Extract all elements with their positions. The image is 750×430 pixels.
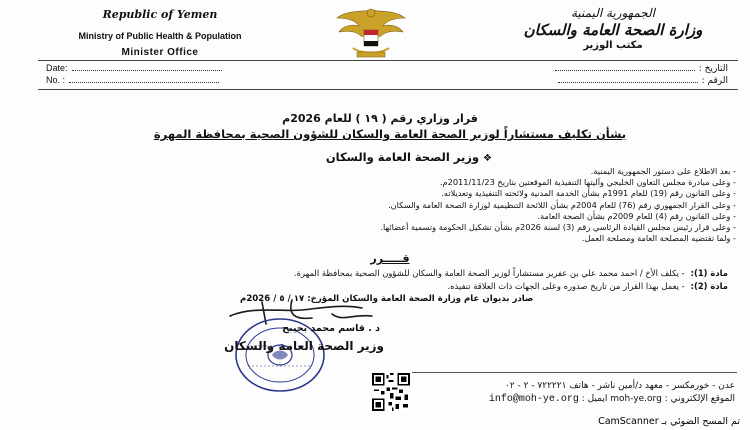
no-dots <box>69 75 219 83</box>
footer-rule <box>412 372 737 373</box>
ar-office: مكتب الوزير <box>583 40 643 51</box>
fields-rule <box>38 89 738 90</box>
date-label: Date: <box>46 63 68 73</box>
consideration-item: - وعلى قرار رئيس مجلس القيادة الرئاسي رقم (3) لسنة 2026م بشأن تشكيل الحكومة وتسمية أعضائها. <box>380 222 736 233</box>
article-1-label: مادة (1): <box>690 268 728 278</box>
article-1-text: - يكلف الأخ / احمد محمد علي بن عفرير مستشاراً لوزير الصحة العامة والسكان للشؤون الصحية بمحافظة المهرة. <box>293 268 685 278</box>
ar-ref-label: الرقم : <box>701 76 728 86</box>
header-rule <box>38 60 738 61</box>
consideration-item: - بعد الاطلاع على دستور الجمهورية اليمنية. <box>590 166 736 176</box>
ar-date-field <box>555 63 728 74</box>
article-2-text: - يعمل بهذا القرار من تاريخ صدوره وعلى الجهات ذات العلاقة تنفيذه. <box>447 281 685 291</box>
footer-website: الموقع الإلكتروني : moh-ye.org ايميل : <box>581 393 735 404</box>
camscanner-watermark: تم المسح الضوئي بـ CamScanner <box>598 416 740 427</box>
en-ministry: Ministry of Public Health & Population <box>78 31 242 41</box>
signer-title: وزير الصحة العامة والسكان <box>224 339 384 353</box>
header-english <box>40 8 280 58</box>
ar-date-dots <box>555 63 695 71</box>
ar-ref-dots <box>558 75 698 83</box>
ar-republic: الجمهورية اليمنية <box>570 6 655 20</box>
date-dots <box>72 63 222 71</box>
decision-subject: بشأن تكليف مستشاراً لوزير الصحة العامة والسكان للشؤون الصحية بمحافظة المهرة <box>153 127 627 141</box>
date-field <box>46 63 222 73</box>
footer-contact <box>420 380 735 406</box>
consideration-item: - وعلى القرار الجمهوري رقم (76) للعام 2004م بشأن اللائحة التنظيمية لوزارة الصحة العامة والسكان. <box>388 199 736 210</box>
footer-web-line <box>420 393 735 407</box>
footer-email: info@moh-ye.org <box>488 393 579 405</box>
ar-date-label: التاريخ : <box>698 64 728 74</box>
en-office: Minister Office <box>121 47 199 58</box>
article-2-label: مادة (2): <box>690 281 728 291</box>
no-label: No. : <box>46 75 66 85</box>
issuer-heading <box>326 150 492 164</box>
decision-title: قرار وزاري رقم ( ١٩ ) للعام 2026م <box>282 112 478 125</box>
consideration-item: - وعلى القانون رقم (4) للعام 2009م بشأن الصحة العامة. <box>537 210 736 221</box>
qr-code <box>372 373 410 411</box>
issuer-text: وزير الصحة العامة والسكان <box>325 150 480 164</box>
en-republic: Republic of Yemen <box>102 8 218 21</box>
article-2 <box>447 281 728 291</box>
ar-ministry: وزارة الصحة العامة والسكان <box>523 21 703 39</box>
diamond-bullet-icon: ❖ <box>483 153 492 164</box>
ar-ref-field <box>558 75 728 86</box>
signer-name: د . قاسم محمد بحيبح <box>282 323 380 334</box>
consideration-item: - وعلى القانون رقم (19) للعام 1991م بشأن الخدمة المدنية ولائحته التنفيذية وتعديلاته. <box>441 188 736 199</box>
header-arabic <box>498 6 728 51</box>
no-field <box>46 75 219 85</box>
consideration-item: - وعلى مبادرة مجلس التعاون الخليجي وآليتها التنفيذية الموقعتين بتاريخ 2011/11/23م. <box>439 177 736 188</box>
footer-address: عدن - خورمكسر - معهد د/أمين ناشر - هاتف ٧٢٢٢٢١ - ٢ - ٠٢ <box>504 381 735 391</box>
issued-at-line: صادر بديوان عام وزارة الصحة العامة والسكان المؤرخ: ١٧ / ٥ / 2026م <box>240 294 534 304</box>
considerations-list <box>86 166 736 244</box>
consideration-item: - ولما تقتضيه المصلحة العامة ومصلحة العمل. <box>581 233 736 244</box>
yemen-eagle-emblem-icon <box>333 4 409 62</box>
article-1 <box>294 268 728 278</box>
decides-heading: قـــــرر <box>370 252 410 265</box>
